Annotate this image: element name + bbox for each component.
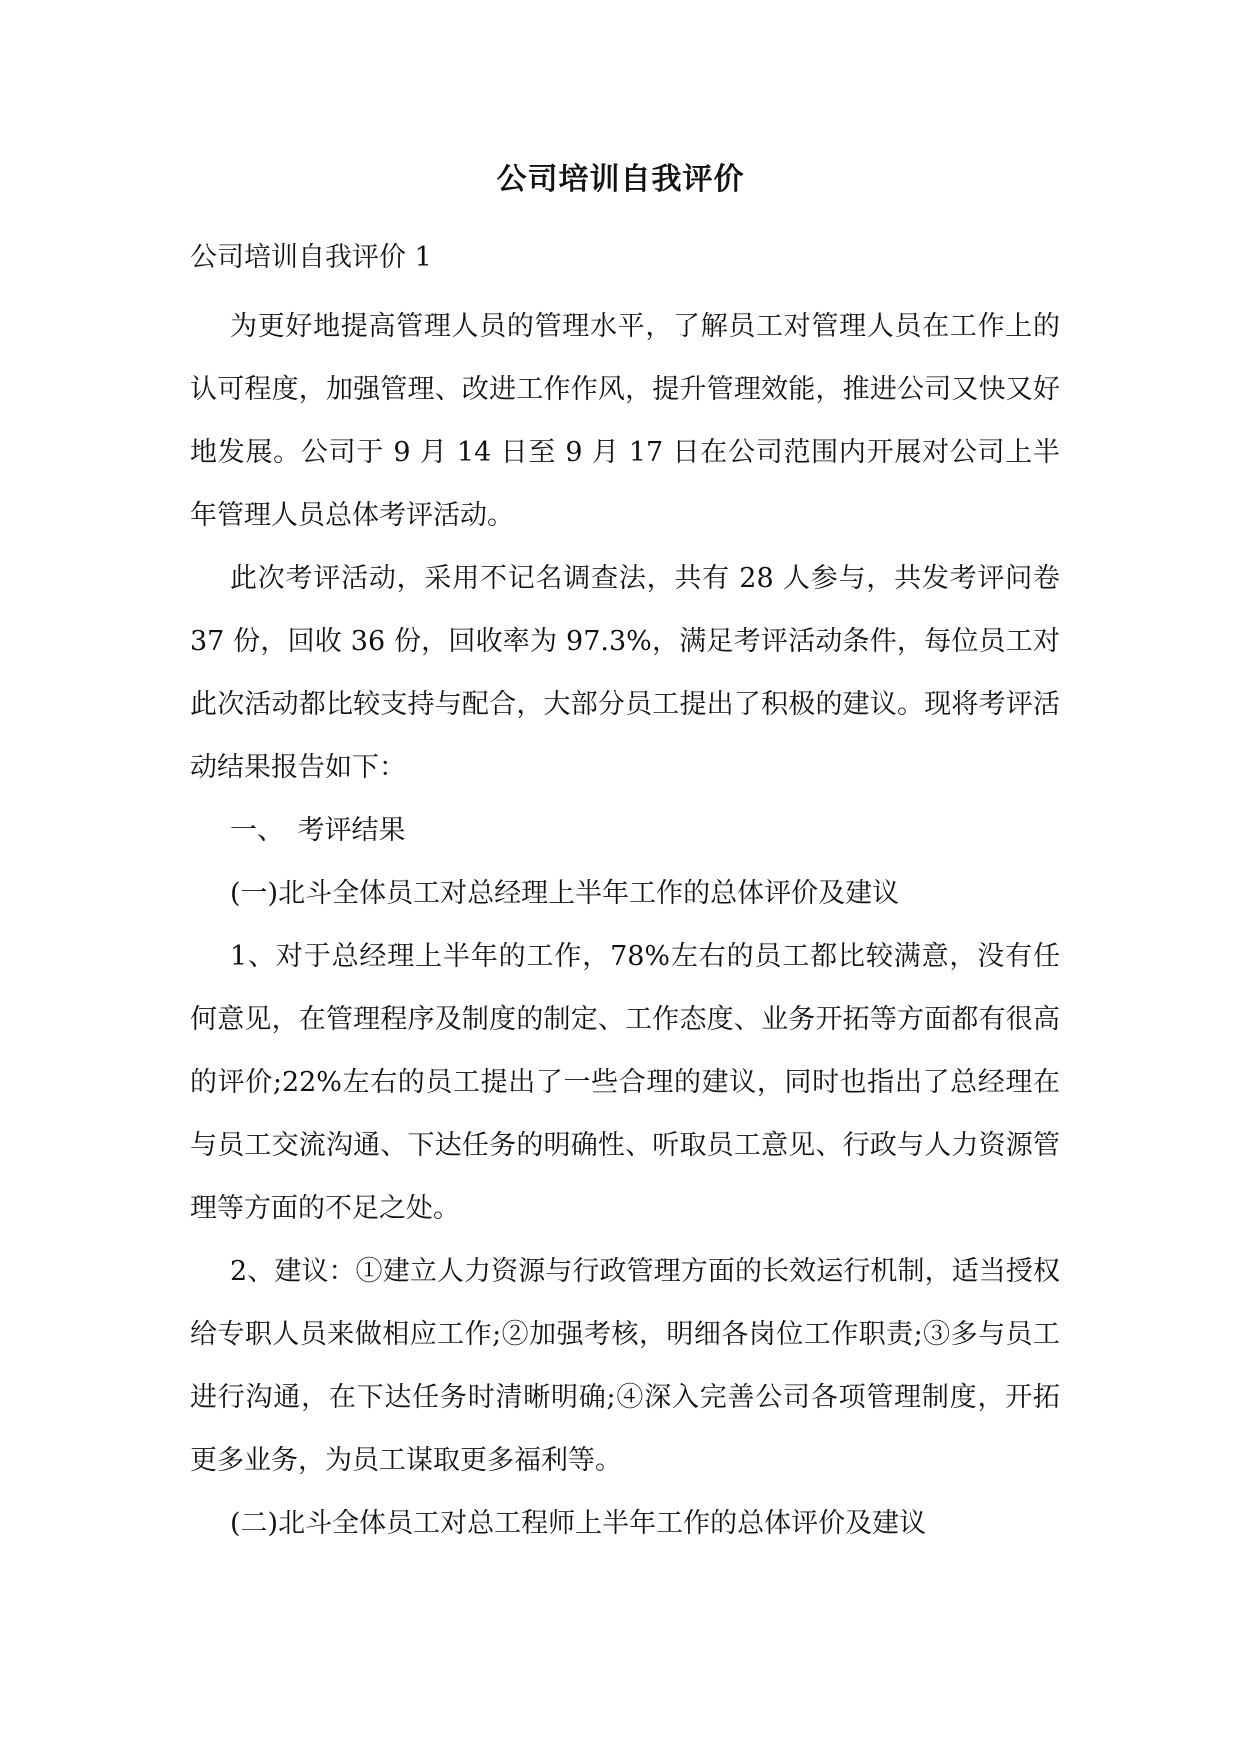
document-title: 公司培训自我评价	[496, 162, 745, 197]
paragraph-intro: 为更好地提高管理人员的管理水平，了解员工对管理人员在工作上的认可程度，加强管理、改进工作作风，提升管理效能，推进公司又快又好地发展。公司于 9 月 14 日至 9 月 17 日在公司范围内开展对公司上半年管理人员总体考评活动。	[190, 311, 1060, 531]
paragraph-gm-suggestions: 2、建议：①建立人力资源与行政管理方面的长效运行机制，适当授权给专职人员来做相应工作;②加强考核，明细各岗位工作职责;③多与员工进行沟通，在下达任务时清晰明确;④深入完善公司各项管理制度，开拓更多业务，为员工谋取更多福利等。	[190, 1256, 1060, 1476]
subsection-heading-gm: (一)北斗全体员工对总经理上半年工作的总体评价及建议	[230, 878, 900, 909]
document-subtitle: 公司培训自我评价 1	[190, 242, 432, 273]
paragraph-gm-evaluation: 1、对于总经理上半年的工作，78%左右的员工都比较满意，没有任何意见，在管理程序及制度的制定、工作态度、业务开拓等方面都有很高的评价;22%左右的员工提出了一些合理的建议，同时也指出了总经理在与员工交流沟通、下达任务的明确性、听取员工意见、行政与人力资源管理等方面的不足之处。	[190, 941, 1060, 1224]
document-body	[190, 226, 1060, 1555]
section-heading-results: 一、 考评结果	[230, 815, 406, 846]
subsection-heading-chief-engineer: (二)北斗全体员工对总工程师上半年工作的总体评价及建议	[230, 1508, 927, 1539]
paragraph-survey: 此次考评活动，采用不记名调查法，共有 28 人参与，共发考评问卷 37 份，回收 36 份，回收率为 97.3%，满足考评活动条件，每位员工对此次活动都比较支持与配合，大部分员工提出了积极的建议。现将考评活动结果报告如下：	[190, 563, 1060, 783]
